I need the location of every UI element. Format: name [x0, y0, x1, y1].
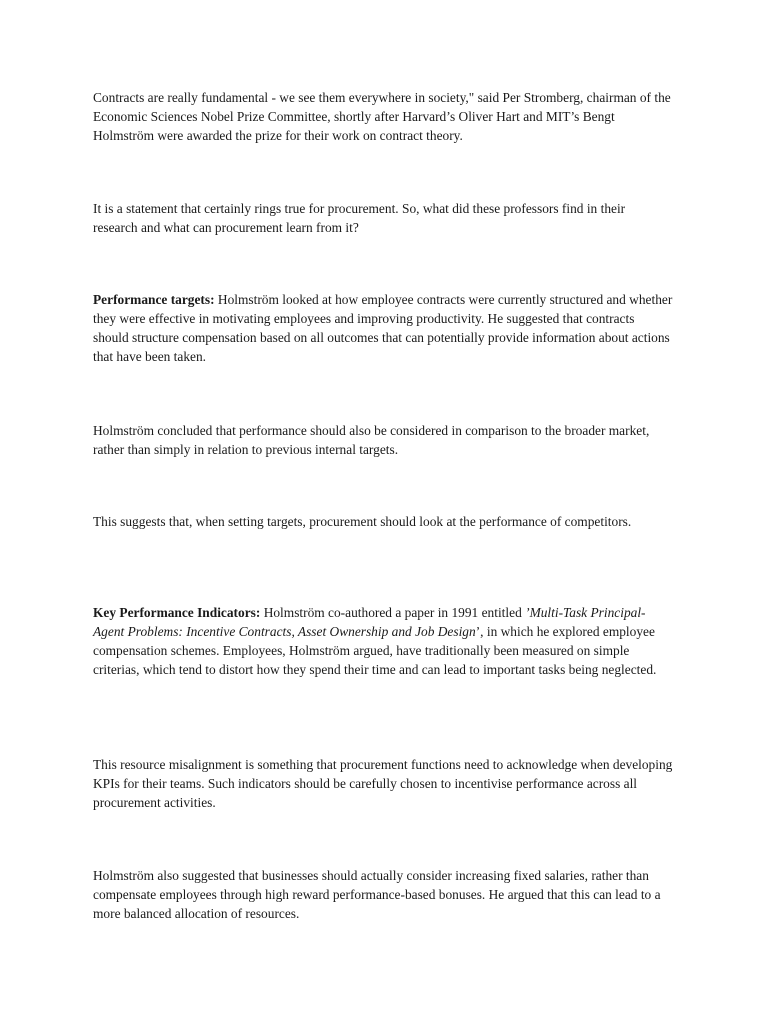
paragraph-procurement-question [93, 199, 673, 237]
paragraph-text: This suggests that, when setting targets, procurement should look at the performance of competitors. [93, 514, 632, 529]
paragraph-fixed-salaries [93, 866, 673, 923]
paragraph-competitors [93, 512, 673, 531]
paragraph-text: Holmström concluded that performance should also be considered in comparison to the broader market, rather than simply in relation to previous internal targets. [93, 423, 650, 457]
paragraph-performance-targets [93, 290, 673, 366]
paragraph-contracts-quote [93, 88, 673, 145]
paragraph-text: Contracts are really fundamental - we see them everywhere in society," said Per Stromberg, chairman of the Economic Sciences Nobel Prize Committee, shortly after Harvard’s Oliver Hart and MIT’s Bengt Holmström were awarded the prize for their work on contract theory. [93, 90, 671, 143]
paragraph-text: Holmström co-authored a paper in 1991 entitled [260, 605, 526, 620]
paragraph-resource-misalignment [93, 755, 673, 812]
paragraph-heading: Performance targets: [93, 292, 215, 307]
paragraph-text: It is a statement that certainly rings true for procurement. So, what did these professors find in their research and what can procurement learn from it? [93, 201, 626, 235]
paragraph-text: Holmström also suggested that businesses should actually consider increasing fixed salaries, rather than compensate employees through high reward performance-based bonuses. He argued that this can lead to a more balanced allocation of resources. [93, 868, 661, 921]
paragraph-key-performance-indicators [93, 603, 673, 679]
paper-title: ’Multi-Task Principal-Agent Problems: Incentive Contracts, Asset Ownership and Job Design [93, 605, 646, 639]
paragraph-text: ’, in which he explored employee compensation schemes. Employees, Holmström argued, have traditionally been measured on simple criterias, which tend to distort how they spend their time and can lead to important tasks being neglected. [93, 624, 657, 677]
paragraph-text: Holmström looked at how employee contracts were currently structured and whether they were effective in motivating employees and improving productivity. He suggested that contracts should structure compensation based on all outcomes that can potentially provide information about actions that have been taken. [93, 292, 673, 364]
paragraph-text: This resource misalignment is something that procurement functions need to acknowledge when developing KPIs for their teams. Such indicators should be carefully chosen to incentivise performance across all procurement activities. [93, 757, 673, 810]
paragraph-market-comparison [93, 421, 673, 459]
paragraph-heading: Key Performance Indicators: [93, 605, 261, 620]
